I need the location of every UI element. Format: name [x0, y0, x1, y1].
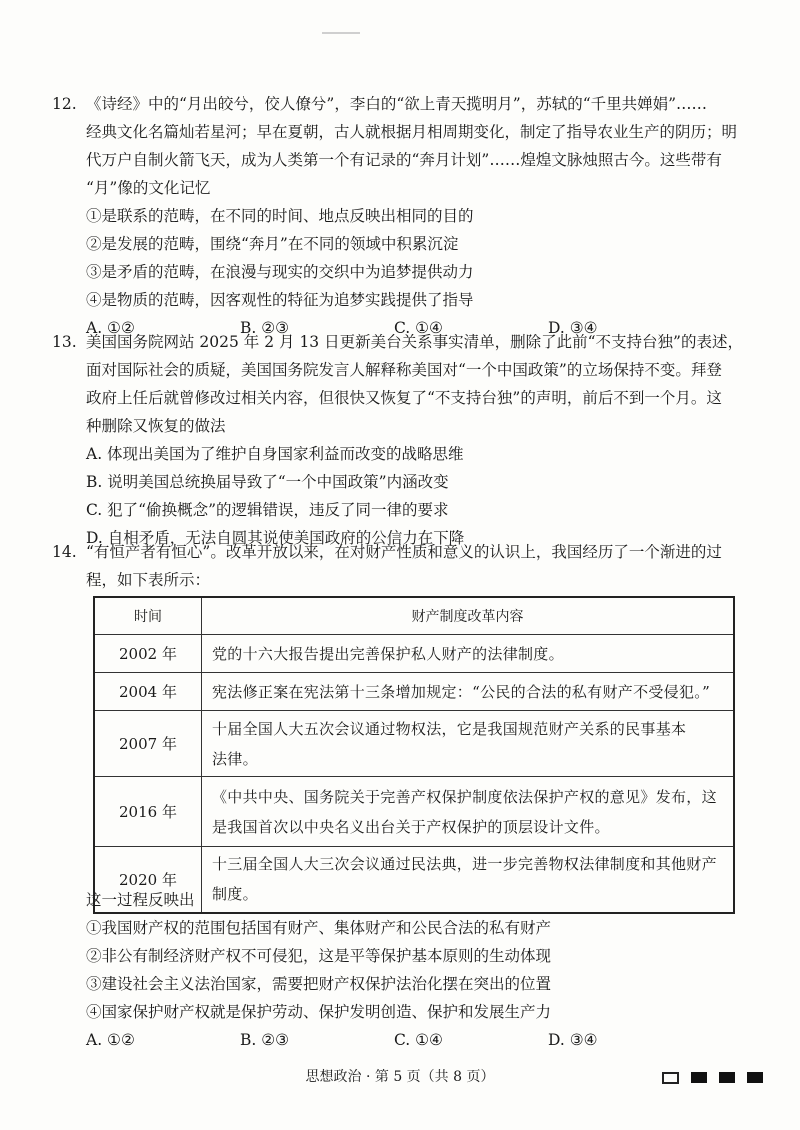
- question-stem-line: 经典文化名篇灿若星河；早在夏朝，古人就根据月相周期变化，制定了指导农业生产的阴历；明: [86, 123, 738, 141]
- question-13: [52, 328, 752, 552]
- question-stem-line: “有恒产者有恒心”。改革开放以来，在对财产性质和意义的认识上，我国经历了一个渐进的过: [86, 543, 722, 561]
- statement-option: ④是物质的范畴，因客观性的特征为追梦实践提供了指导: [86, 291, 474, 309]
- row-content: [202, 711, 735, 777]
- row-content: [202, 673, 735, 711]
- question-number: 12.: [52, 95, 77, 113]
- row-content-line: 制度。: [212, 885, 258, 904]
- filled-square-mark: [747, 1072, 763, 1083]
- question-stem-line: 政府上任后就曾修改过相关内容，但很快又恢复了“不支持台独”的声明，前后不到一个月。这: [86, 389, 722, 407]
- question-stem-line: 美国国务院网站 2025 年 2 月 13 日更新美台关系事实清单，删除了此前“不支持台独”的表述，: [86, 333, 743, 351]
- question-stem-line: 这一过程反映出: [86, 891, 195, 909]
- choice-b: B. ②③: [240, 319, 290, 337]
- question-stem-line: 面对国际社会的质疑，美国国务院发言人解释称美国对“一个中国政策”的立场保持不变。拜登: [86, 361, 722, 379]
- choice-c: C. 犯了“偷换概念”的逻辑错误，违反了同一律的要求: [86, 501, 449, 519]
- question-14-options: [52, 886, 752, 1054]
- question-number: 14.: [52, 543, 77, 561]
- choice-b: B. 说明美国总统换届导致了“一个中国政策”内涵改变: [86, 473, 449, 491]
- page-footer: 思想政治 · 第 5 页（共 8 页）: [305, 1069, 495, 1085]
- choice-b: B. ②③: [240, 1031, 290, 1049]
- row-year: 2002 年: [94, 635, 202, 673]
- row-content-line: 是我国首次以中央名义出台关于产权保护的顶层设计文件。: [212, 817, 610, 836]
- row-content: [202, 777, 735, 847]
- statement-option: ②是发展的范畴，围绕“奔月”在不同的领域中积累沉淀: [86, 235, 459, 253]
- row-content-line: 十三届全国人大三次会议通过民法典，进一步完善物权法律制度和其他财产: [212, 855, 717, 874]
- statement-option: ①是联系的范畴，在不同的时间、地点反映出相同的目的: [86, 207, 474, 225]
- choice-a: A. ①②: [86, 1031, 135, 1049]
- row-content-line: 宪法修正案在宪法第十三条增加规定：“公民的合法的私有财产不受侵犯。”: [212, 682, 711, 701]
- row-content-line: 法律。: [212, 749, 258, 768]
- statement-option: ③建设社会主义法治国家，需要把财产权保护法治化摆在突出的位置: [86, 975, 552, 993]
- choice-d: D. 自相矛盾，无法自圆其说使美国政府的公信力在下降: [86, 529, 465, 547]
- row-content-line: 《中共中央、国务院关于完善产权保护制度依法保护产权的意见》发布，这: [212, 787, 717, 806]
- column-header-content: 财产制度改革内容: [202, 597, 735, 635]
- statement-option: ①我国财产权的范围包括国有财产、集体财产和公民合法的私有财产: [86, 919, 552, 937]
- column-header-time: 时间: [94, 597, 202, 635]
- choice-c: C. ①④: [394, 319, 443, 337]
- row-year: 2016 年: [94, 777, 202, 847]
- table-row: [94, 673, 734, 711]
- statement-option: ④国家保护财产权就是保护劳动、保护发明创造、保护和发展生产力: [86, 1003, 552, 1021]
- answer-choices: [86, 1026, 752, 1054]
- question-stem-line: 程，如下表所示：: [86, 571, 211, 589]
- question-12: [52, 90, 752, 342]
- question-stem-line: 《诗经》中的“月出皎兮，佼人僚兮”，李白的“欲上青天揽明月”，苏轼的“千里共婵娟”……: [86, 95, 708, 113]
- choice-d: D. ③④: [548, 1031, 598, 1049]
- row-year: 2020 年: [94, 847, 202, 913]
- filled-square-mark: [691, 1072, 707, 1083]
- open-square-mark: [662, 1072, 679, 1084]
- table-header-row: [94, 597, 734, 635]
- choice-a: A. 体现出美国为了维护自身国家利益而改变的战略思维: [86, 445, 464, 463]
- choice-a: A. ①②: [86, 319, 135, 337]
- choice-c: C. ①④: [394, 1031, 443, 1049]
- question-stem-line: 代万户自制火箭飞天，成为人类第一个有记录的“奔月计划”……煌煌文脉烛照古今。这些带有: [86, 151, 722, 169]
- question-stem-line: 种删除又恢复的做法: [86, 417, 226, 435]
- choice-d: D. ③④: [548, 319, 598, 337]
- table-row: [94, 711, 734, 777]
- top-scan-mark: [322, 32, 360, 34]
- property-reform-table: [93, 596, 735, 914]
- statement-option: ②非公有制经济财产权不可侵犯，这是平等保护基本原则的生动体现: [86, 947, 552, 965]
- row-content-line: 十届全国人大五次会议通过物权法，它是我国规范财产关系的民事基本: [212, 719, 687, 738]
- row-year: 2004 年: [94, 673, 202, 711]
- page-progress-marks: [662, 1072, 763, 1084]
- table-row: [94, 777, 734, 847]
- table-row: [94, 635, 734, 673]
- question-number: 13.: [52, 333, 77, 351]
- row-content: [202, 635, 735, 673]
- question-stem-line: “月”像的文化记忆: [86, 179, 211, 197]
- question-14: [52, 538, 752, 594]
- row-content-line: 党的十六大报告提出完善保护私人财产的法律制度。: [212, 644, 564, 663]
- statement-option: ③是矛盾的范畴，在浪漫与现实的交织中为追梦提供动力: [86, 263, 474, 281]
- row-year: 2007 年: [94, 711, 202, 777]
- filled-square-mark: [719, 1072, 735, 1083]
